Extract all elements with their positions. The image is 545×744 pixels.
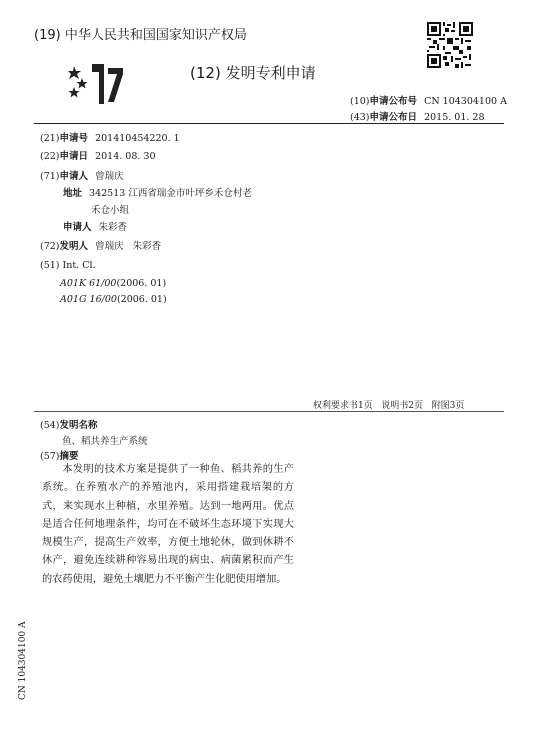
title-label-row: [40, 417, 98, 431]
ipc-class-2: [60, 294, 167, 305]
inventor-label: 发明人: [59, 241, 89, 252]
publication-date-row: [350, 109, 485, 123]
office-header: [34, 24, 247, 43]
abstract-code: (57): [40, 451, 60, 462]
title-label: 发明名称: [59, 420, 98, 431]
address-row: [63, 185, 252, 199]
cnipa-logo-icon: [68, 62, 126, 108]
ipc-class-1: [60, 278, 166, 289]
app-no-label: 申请号: [59, 133, 89, 144]
app-no-value: 201410454220. 1: [95, 133, 180, 144]
applicant-row: [40, 168, 124, 182]
side-publication-number: CN 104304100 A: [18, 621, 28, 700]
cnipa-logo: [68, 62, 126, 112]
qr-code-icon: [427, 22, 473, 68]
address-line-1: 342513 江西省瑞金市叶坪乡禾仓村老: [89, 188, 252, 199]
inventor-names: 曾瑞庆 朱彩香: [95, 241, 162, 252]
abstract-text: 本发明的技术方案是提供了一种鱼、稻共养的生产系统。在养殖水产的养殖池内，采用搭建栽培架的方式，来实现水上种植，水里养殖。达到一地两用。优点是适合任何地理条件，均可在不破坏生态环境下实现大规模生产，提高生产效率，方便土地轮休，做到休耕不休产，避免连续耕种容易出现的病虫、病菌累积而产生的农药使用，避免土壤肥力不平衡产生化肥使用增加。: [42, 464, 294, 585]
header-divider: [34, 123, 504, 124]
ipc1-code: A01K 61/00: [60, 278, 117, 289]
address-label: 地址: [63, 188, 83, 199]
ipc1-version: (2006. 01): [116, 278, 167, 289]
intcl-code: (51): [40, 260, 60, 271]
app-date-value: 2014. 08. 30: [95, 151, 156, 162]
inventor-row: [40, 238, 161, 252]
pub-no-value: CN 104304100 A: [424, 96, 507, 107]
doc-type-code: (12): [190, 64, 221, 82]
applicant-label: 申请人: [59, 171, 89, 182]
ipc2-code: A01G 16/00: [60, 294, 117, 305]
application-number-row: [40, 130, 180, 144]
invention-title: 鱼、稻共养生产系统: [62, 436, 148, 447]
applicant2-name: 朱彩香: [98, 222, 128, 233]
application-date-row: [40, 148, 156, 162]
applicant-name: 曾瑞庆: [95, 171, 124, 182]
applicant-code: (71): [40, 171, 60, 182]
pages-divider: [34, 411, 504, 412]
app-no-code: (21): [40, 133, 60, 144]
app-date-code: (22): [40, 151, 60, 162]
page-count: 权利要求书1页 说明书2页 附图3页: [313, 401, 465, 411]
pub-no-code: (10): [350, 96, 370, 107]
doc-type-title: 发明专利申请: [225, 64, 316, 82]
abstract-label: 摘要: [59, 451, 79, 462]
pub-no-label: 申请公布号: [369, 96, 418, 107]
applicant2-row: [63, 219, 127, 233]
pub-date-label: 申请公布日: [369, 112, 418, 123]
document-type: [190, 62, 316, 83]
inventor-code: (72): [40, 241, 60, 252]
office-name: 中华人民共和国国家知识产权局: [64, 28, 247, 43]
pub-date-code: (43): [350, 112, 370, 123]
applicant2-label: 申请人: [63, 222, 92, 233]
title-code: (54): [40, 420, 60, 431]
intcl-row: [40, 260, 96, 271]
publication-number-row: [350, 93, 507, 107]
qr-code: [427, 22, 473, 68]
abstract-label-row: [40, 448, 79, 462]
pub-date-value: 2015. 01. 28: [424, 112, 485, 123]
ipc2-version: (2006. 01): [116, 294, 167, 305]
address-line-2: 禾仓小组: [91, 205, 130, 216]
office-code: (19): [34, 28, 61, 43]
app-date-label: 申请日: [59, 151, 89, 162]
intcl-label: Int. Cl.: [62, 260, 96, 271]
